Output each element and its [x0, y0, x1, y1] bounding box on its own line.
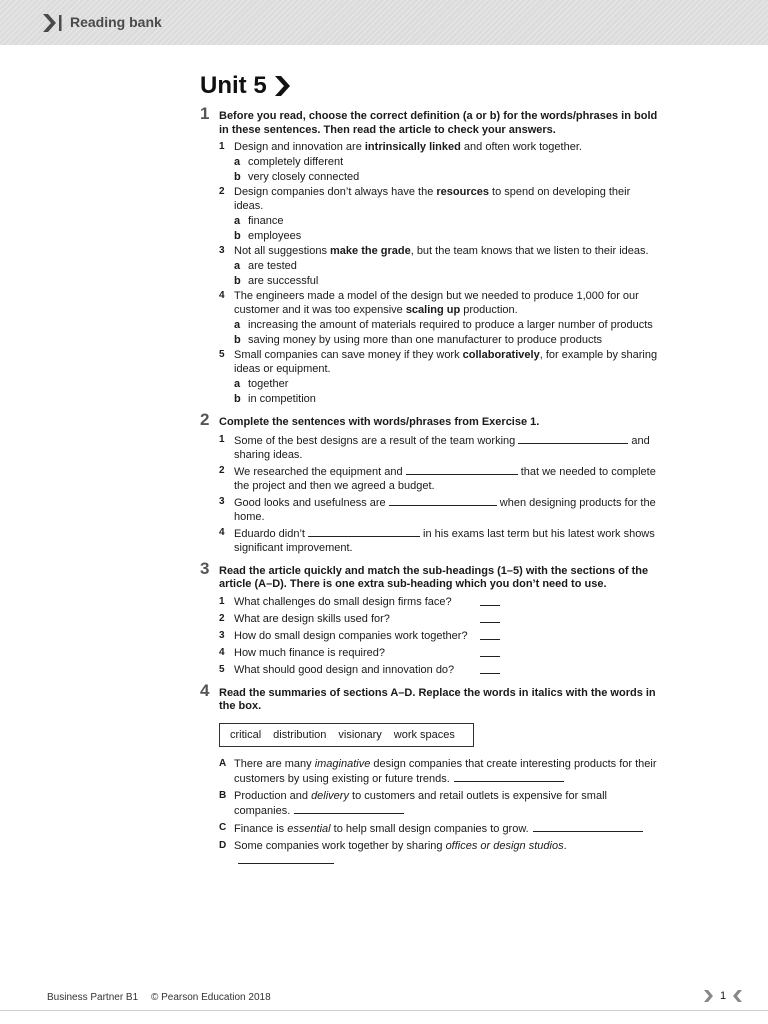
exercise-1-items — [219, 140, 660, 406]
question-item — [219, 185, 660, 243]
item-number: 2 — [219, 464, 225, 476]
option-b[interactable] — [234, 274, 660, 288]
question-sentence — [234, 185, 660, 213]
chevron-left-icon — [732, 990, 742, 1002]
match-item — [219, 612, 660, 626]
match-row — [234, 663, 500, 677]
option-text: are tested — [248, 260, 297, 272]
exercise-4-items — [219, 757, 660, 868]
book-title: Business Partner B1 — [47, 992, 139, 1003]
item-letter: A — [219, 757, 227, 769]
sentence-text: Some companies work together by sharing — [234, 839, 446, 852]
question-item — [219, 348, 660, 406]
gap-fill-item — [219, 464, 660, 493]
footer — [47, 992, 281, 1003]
summary-item — [219, 757, 660, 786]
sentence-text: , but the team knows that we listen to their ideas. — [410, 245, 649, 257]
option-text: together — [248, 378, 289, 390]
key-phrase: resources — [436, 186, 489, 198]
chevron-right-icon — [42, 13, 64, 33]
item-number: 3 — [219, 495, 225, 507]
gap-fill-item — [219, 433, 660, 462]
answer-blank[interactable] — [294, 803, 404, 814]
summary-item — [219, 839, 660, 868]
answer-blank[interactable] — [518, 433, 628, 444]
answer-blank[interactable] — [454, 771, 564, 782]
sentence-text: Good looks and usefulness are — [234, 496, 389, 509]
option-letter: a — [234, 378, 241, 390]
sentence-text: that we needed to complete the project and then we agreed a budget. — [234, 465, 656, 492]
exercise-1 — [200, 104, 660, 406]
match-row — [234, 595, 500, 609]
question-item — [219, 289, 660, 347]
exercise-3-items — [219, 595, 660, 677]
option-letter: b — [234, 230, 241, 242]
summary-sentence — [234, 757, 660, 786]
answer-blank[interactable] — [533, 821, 643, 832]
option-letter: a — [234, 156, 241, 168]
answer-blank[interactable] — [480, 663, 500, 674]
sub-heading-text: How much finance is required? — [234, 646, 386, 659]
option-text: finance — [248, 215, 284, 227]
box-word: critical — [230, 728, 262, 741]
match-item — [219, 595, 660, 609]
summary-sentence — [234, 839, 660, 868]
option-text: in competition — [248, 393, 316, 405]
option-text: completely different — [248, 156, 344, 168]
question-sentence — [234, 348, 660, 376]
option-letter: b — [234, 275, 241, 287]
option-b[interactable] — [234, 392, 660, 406]
sub-heading-text: How do small design companies work together? — [234, 629, 468, 642]
option-a[interactable] — [234, 214, 660, 228]
chevron-right-icon — [704, 990, 714, 1002]
option-text: saving money by using more than one manufacturer to produce products — [248, 334, 603, 346]
item-number: 1 — [219, 595, 225, 607]
item-letter: B — [219, 789, 227, 801]
exercise-instruction: Read the article quickly and match the sub-headings (1–5) with the sections of the article (A–D). There is one extra sub-heading which you don’t need to use. — [219, 564, 649, 590]
answer-blank[interactable] — [480, 612, 500, 623]
sentence-text: and often work together. — [460, 141, 582, 153]
sub-heading-text: What should good design and innovation do? — [234, 663, 455, 676]
sentence-text: to help small design companies to grow. — [330, 822, 529, 835]
sentence-text: Design and innovation are — [234, 141, 365, 153]
option-a[interactable] — [234, 155, 660, 169]
match-item — [219, 663, 660, 677]
gap-fill-sentence — [234, 495, 660, 524]
sentence-text: Not all suggestions — [234, 245, 330, 257]
exercise-4 — [200, 680, 660, 868]
question-sentence — [234, 289, 660, 317]
item-number: 2 — [219, 186, 225, 197]
option-letter: b — [234, 171, 241, 183]
answer-blank[interactable] — [480, 629, 500, 640]
item-number: 2 — [219, 612, 225, 624]
item-number: 4 — [219, 526, 225, 538]
italic-phrase: offices or design studios — [445, 839, 564, 852]
word-box — [219, 723, 474, 747]
summary-sentence — [234, 821, 660, 836]
header-bar — [0, 0, 768, 45]
italic-phrase: delivery — [311, 789, 349, 802]
gap-fill-sentence — [234, 526, 660, 555]
option-text: are successful — [248, 275, 319, 287]
sentence-text: design companies that create interesting products for their customers by using existing or future trends. — [234, 757, 657, 785]
sentence-text: Production and — [234, 789, 312, 802]
unit-title — [200, 72, 293, 100]
sentence-text: . — [563, 839, 567, 852]
item-number: 3 — [219, 629, 225, 641]
exercise-number: 3 — [200, 558, 210, 578]
option-a[interactable] — [234, 377, 660, 391]
answer-blank[interactable] — [480, 595, 500, 606]
summary-item — [219, 789, 660, 818]
sentence-text: We researched the equipment and — [234, 465, 406, 478]
summary-sentence — [234, 789, 660, 818]
sentence-text: Small companies can save money if they work — [234, 349, 463, 361]
sentence-text: Finance is — [234, 822, 288, 835]
match-row — [234, 612, 500, 626]
match-item — [219, 646, 660, 660]
item-number: 1 — [219, 141, 225, 152]
key-phrase: intrinsically linked — [364, 141, 461, 153]
answer-blank[interactable] — [308, 526, 420, 537]
sentence-text: to customers and retail outlets is expensive for small companies. — [234, 789, 607, 817]
exercise-2-items — [219, 433, 660, 555]
answer-blank[interactable] — [238, 853, 334, 864]
item-number: 4 — [219, 290, 225, 301]
answer-blank[interactable] — [389, 495, 497, 506]
option-letter: a — [234, 319, 241, 331]
item-letter: C — [219, 821, 227, 833]
option-b[interactable] — [234, 229, 660, 243]
question-sentence — [234, 244, 660, 258]
unit-title-text: Unit 5 — [200, 72, 267, 99]
exercise-3 — [200, 558, 660, 677]
sentence-text: when designing products for the home. — [234, 496, 656, 523]
option-letter: b — [234, 334, 241, 346]
copyright: © Pearson Education 2018 — [150, 992, 271, 1003]
option-text: increasing the amount of materials required to produce a larger number of products — [248, 319, 653, 331]
key-phrase: collaboratively — [462, 349, 540, 361]
worksheet-content — [200, 104, 660, 876]
item-number: 5 — [219, 349, 225, 360]
gap-fill-item — [219, 495, 660, 524]
italic-phrase: imaginative — [314, 757, 371, 770]
sub-heading-text: What challenges do small design firms face? — [234, 595, 452, 608]
item-number: 5 — [219, 663, 225, 675]
page-number: 1 — [720, 990, 727, 1002]
section-title: Reading bank — [70, 14, 162, 30]
box-word: work spaces — [393, 728, 455, 741]
exercise-instruction: Complete the sentences with words/phrases from Exercise 1. — [219, 416, 540, 428]
exercise-instruction: Read the summaries of sections A–D. Replace the words in italics with the words in the box. — [219, 686, 656, 712]
sentence-text: production. — [460, 304, 518, 316]
item-letter: D — [219, 839, 227, 851]
exercise-number: 2 — [200, 410, 210, 429]
footer-rule — [0, 1010, 768, 1011]
key-phrase: make the grade — [330, 245, 411, 257]
sentence-text: and sharing ideas. — [234, 434, 650, 461]
sentence-text: Eduardo didn’t — [234, 527, 308, 540]
option-letter: a — [234, 215, 241, 227]
item-number: 4 — [219, 646, 225, 658]
option-text: very closely connected — [248, 171, 360, 183]
question-item — [219, 140, 660, 184]
chevron-right-icon — [273, 75, 293, 97]
box-word: distribution — [273, 728, 327, 741]
match-item — [219, 629, 660, 643]
option-a[interactable] — [234, 259, 660, 273]
italic-phrase: essential — [287, 822, 331, 835]
match-row — [234, 646, 500, 660]
option-b[interactable] — [234, 333, 660, 347]
sentence-text: The engineers made a model of the design but we needed to produce 1,000 for our customer and it was too expensive — [234, 290, 639, 316]
sentence-text: Design companies don’t always have the — [234, 186, 437, 198]
option-b[interactable] — [234, 170, 660, 184]
exercise-2 — [200, 410, 660, 555]
sentence-text: in his exams last term but his latest work shows significant improvement. — [234, 527, 655, 554]
exercise-instruction: Before you read, choose the correct definition (a or b) for the words/phrases in bold in these sentences. Then read the article to check your answers. — [219, 110, 658, 136]
sentence-text: , for example by sharing ideas or equipment. — [234, 349, 658, 375]
exercise-number: 1 — [200, 104, 210, 123]
question-sentence — [234, 140, 660, 154]
sentence-text: There are many — [234, 757, 315, 770]
option-letter: a — [234, 260, 241, 272]
gap-fill-sentence — [234, 464, 660, 493]
match-row — [234, 629, 500, 643]
key-phrase: scaling up — [405, 304, 461, 316]
summary-item — [219, 821, 660, 836]
option-a[interactable] — [234, 318, 660, 332]
box-word: visionary — [338, 728, 382, 741]
sentence-text: Some of the best designs are a result of the team working — [234, 434, 519, 447]
question-item — [219, 244, 660, 288]
answer-blank[interactable] — [480, 646, 500, 657]
item-number: 1 — [219, 433, 225, 445]
option-text: employees — [248, 230, 302, 242]
sub-heading-text: What are design skills used for? — [234, 612, 390, 625]
answer-blank[interactable] — [406, 464, 518, 475]
sentence-text: to spend on developing their ideas. — [234, 186, 631, 212]
exercise-number: 4 — [200, 680, 210, 700]
gap-fill-item — [219, 526, 660, 555]
option-letter: b — [234, 393, 241, 405]
page-number-area — [704, 990, 742, 1002]
item-number: 3 — [219, 245, 225, 256]
gap-fill-sentence — [234, 433, 660, 462]
